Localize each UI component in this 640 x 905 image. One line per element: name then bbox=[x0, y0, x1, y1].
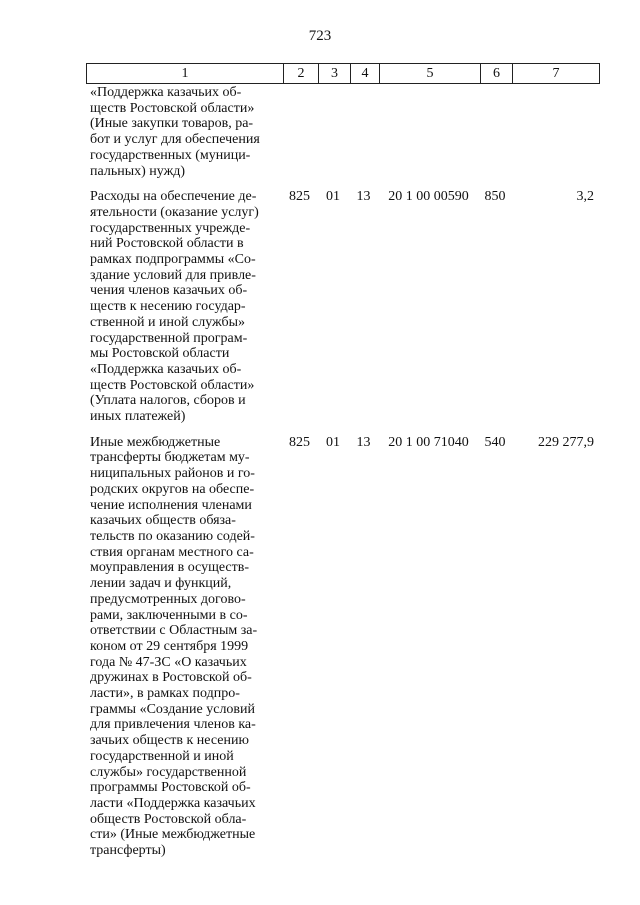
row-ved: 825 bbox=[289, 434, 310, 450]
header-col-3: 3 bbox=[318, 64, 350, 83]
table-row bbox=[86, 189, 600, 425]
row-vr: 540 bbox=[484, 434, 506, 450]
row-description: Иные межбюджетные трансферты бюджетам му- ниципальных районов и го- родских округов на обеспе- чение исполнения членами казачьих обществ обяза- тельств по оказанию содей- ствия органам местного са- моуправления в осуществ- лении задач и функций, предусмотренных догово- рами, заключенными в со- ответствии с Областным за- коном от 29 сентября 1999 года № 47-ЗС «О казачьих дружинах в Ростовской об- ласти», в рамках подпро- граммы «Создание условий для привлечения членов ка- зачьих обществ к несению государственной и иной службы» государственной программы Ростовской об- ласти «Поддержка казачьих обществ Ростовской обла- сти» (Иные межбюджетные трансферты) bbox=[90, 434, 258, 859]
table-row bbox=[86, 85, 600, 179]
row-vr: 850 bbox=[484, 189, 506, 205]
row-description: «Поддержка казачьих об- ществ Ростовской области» (Иные закупки товаров, ра- бот и услуг для обеспечения государственных (муници- пальных) нужд) bbox=[90, 85, 260, 179]
row-rz: 01 bbox=[326, 434, 340, 450]
row-ved: 825 bbox=[289, 189, 310, 205]
row-sum: 3,2 bbox=[576, 189, 594, 205]
row-pr bbox=[349, 85, 378, 179]
row-csr: 20 1 00 71040 bbox=[388, 434, 469, 450]
row-vr bbox=[479, 85, 511, 179]
row-sum bbox=[511, 85, 598, 179]
row-csr: 20 1 00 00590 bbox=[388, 189, 469, 205]
table-body bbox=[86, 84, 600, 859]
row-csr bbox=[378, 85, 479, 179]
header-col-2: 2 bbox=[283, 64, 318, 83]
header-col-5: 5 bbox=[379, 64, 480, 83]
row-pr: 13 bbox=[356, 434, 371, 450]
header-col-1: 1 bbox=[181, 66, 189, 81]
page-number: 723 bbox=[308, 28, 332, 44]
header-col-6: 6 bbox=[480, 64, 512, 83]
table-row bbox=[86, 435, 600, 859]
row-sum: 229 277,9 bbox=[538, 434, 594, 450]
row-rz bbox=[317, 85, 349, 179]
row-pr: 13 bbox=[356, 189, 371, 205]
row-description: Расходы на обеспечение де- ятельности (оказание услуг) государственных учрежде- ний Ростовской области в рамках подпрограммы «Со- здание условий для привле- чения членов казачьих об- ществ к несению государ- ственной и иной службы» государственной програм- мы Ростовской области «Поддержка казачьих об- ществ Ростовской области» (Уплата налогов, сборов и иных платежей) bbox=[90, 189, 259, 425]
row-ved bbox=[282, 85, 317, 179]
header-col-7: 7 bbox=[512, 64, 599, 83]
header-col-4: 4 bbox=[350, 64, 379, 83]
row-rz: 01 bbox=[326, 189, 340, 205]
table-header bbox=[86, 63, 600, 84]
